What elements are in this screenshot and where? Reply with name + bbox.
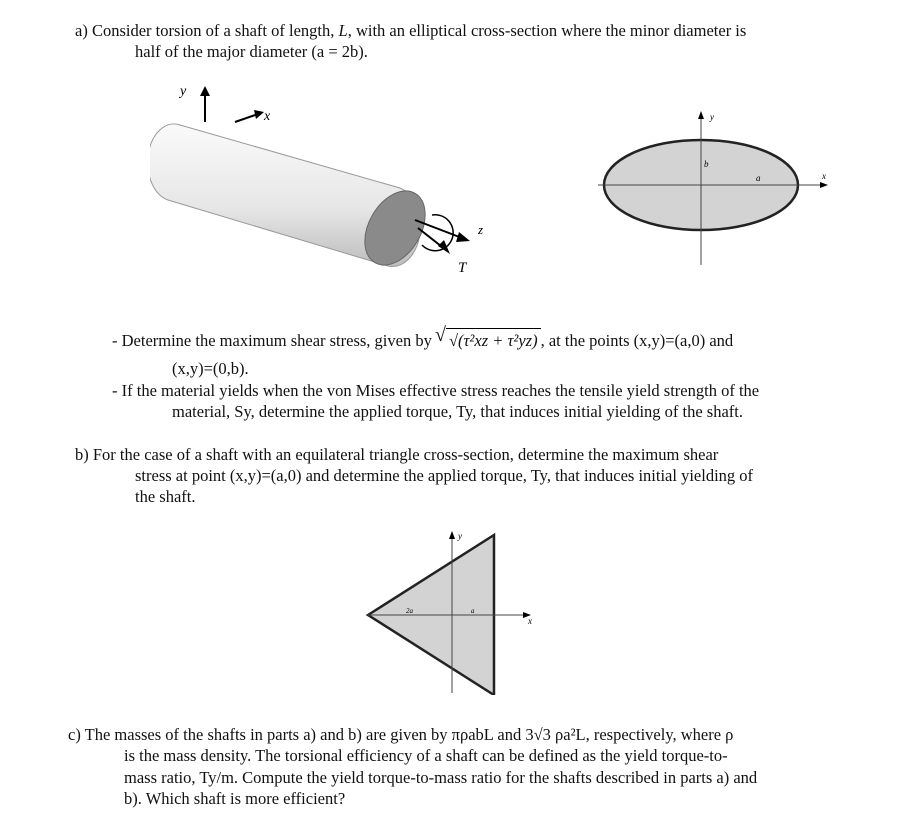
triangle-2a-label: 2a	[406, 607, 413, 615]
shaft-x-arrowhead	[254, 110, 264, 119]
triangle-y-label: y	[458, 531, 462, 541]
ellipse-figure	[590, 105, 840, 270]
shaft-x-label: x	[264, 109, 271, 124]
part-c-line1-text: The masses of the shafts in parts a) and b) are given by πρabL and 3√3 ρa²L, respectively, where ρ	[84, 725, 734, 744]
torque-arrowhead	[438, 240, 450, 254]
part-c-line3: mass ratio, Ty/m. Compute the yield torque-to-mass ratio for the shafts described in parts a) and	[124, 768, 758, 787]
part-b-line2: stress at point (x,y)=(a,0) and determine the applied torque, Ty, that induces initial yielding of	[135, 466, 754, 485]
shaft-z-label: z	[478, 222, 484, 237]
shaft-z-arrowhead	[456, 232, 470, 242]
part-a-bullet2: - If the material yields when the von Mises effective stress reaches the tensile yield strength of the	[112, 381, 760, 400]
bullet1-text-a: - Determine the maximum shear stress, given by	[112, 331, 436, 350]
bullet1-formula: √ √(τ²xz + τ²yz)	[446, 328, 541, 351]
part-a-intro: Consider torsion of a shaft of length,	[91, 21, 339, 40]
ellipse-y-label: y	[710, 112, 714, 122]
shaft-x-axis	[235, 114, 258, 122]
part-a-label: a)	[75, 21, 88, 40]
part-c-line1	[68, 724, 888, 745]
shaft-y-label: y	[180, 84, 187, 99]
part-a-bullet1	[112, 324, 872, 351]
shaft-figure	[150, 80, 510, 280]
part-c-line4: b). Which shaft is more efficient?	[124, 789, 346, 808]
shaft-y-arrowhead	[200, 86, 210, 96]
part-a-line1	[75, 20, 875, 41]
bullet1-formula-text: √(τ²xz + τ²yz)	[448, 331, 538, 350]
bullet1-text-b: , at the points (x,y)=(a,0) and	[540, 331, 734, 350]
part-a-line2: half of the major diameter (a = 2b).	[135, 42, 368, 61]
part-c-label: c)	[68, 725, 81, 744]
part-c-line2: is the mass density. The torsional efficiency of a shaft can be defined as the yield torque-to-	[124, 746, 728, 765]
ellipse-a-label: a	[756, 173, 761, 183]
ellipse-x-label: x	[822, 171, 826, 181]
triangle-x-label: x	[528, 616, 532, 626]
part-a-bullet1-cont: (x,y)=(0,b).	[172, 359, 249, 378]
part-b-line3: the shaft.	[135, 487, 196, 506]
ellipse-b-label: b	[704, 159, 709, 169]
part-b-line1	[75, 444, 875, 465]
triangle-a-label: a	[471, 607, 475, 615]
ellipse-y-arrowhead	[698, 111, 704, 119]
torque-label: T	[458, 260, 467, 276]
part-a-bullet2-cont: material, Sy, determine the applied torque, Ty, that induces initial yielding of the shaft.	[172, 402, 743, 421]
part-a-L: L	[338, 21, 348, 40]
triangle-y-arrowhead	[449, 531, 455, 539]
part-b-label: b)	[75, 445, 89, 464]
part-a-intro-tail: , with an elliptical cross-section where the minor diameter is	[347, 21, 747, 40]
triangle-figure	[360, 525, 550, 695]
part-b-line1-text: For the case of a shaft with an equilateral triangle cross-section, determine the maximum shear	[92, 445, 719, 464]
ellipse-x-arrowhead	[820, 182, 828, 188]
